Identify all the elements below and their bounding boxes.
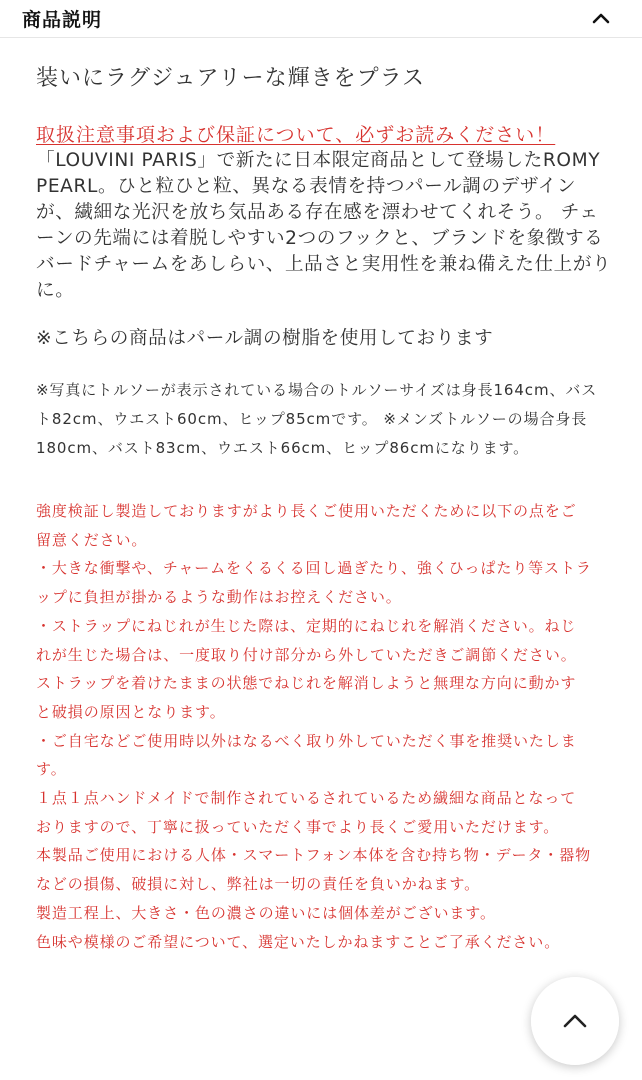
care-line: ・ご自宅などご使用時以外はなるべく取り外していただく事を推奨いたします。 [36, 731, 577, 779]
care-line: １点１点ハンドメイドで制作されているされているため繊細な商品となっておりますので、丁寧に扱っていただく事でより長くご愛用いただけます。 [36, 789, 577, 836]
product-description: 「LOUVINI PARIS」で新たに日本限定商品として登場したROMY PEARL。ひと粒ひと粒、異なる表情を持つパール調のデザインが、繊細な光沢を放ち気品ある存在感を漂わせてくれそう。 チェーンの先端には着脱しやすい2つのフックと、ブランドを象徴するバードチャームをあしらい、上品さと実用性を兼ね備えた仕上がりに。 [36, 150, 612, 301]
care-instructions [36, 497, 592, 956]
description-content [36, 62, 614, 956]
scroll-to-top-button[interactable] [531, 977, 619, 1065]
product-headline: 装いにラグジュアリーな輝きをプラス [36, 66, 426, 91]
care-line: 本製品ご使用における人体・スマートフォン本体を含む持ち物・データ・器物などの損傷、破損に対し、弊社は一切の責任を負いかねます。 [36, 846, 592, 894]
description-section-header[interactable] [0, 0, 642, 38]
collapse-toggle-button[interactable] [585, 4, 617, 32]
section-title: 商品説明 [22, 9, 103, 31]
torso-size-note: ※写真にトルソーが表示されている場合のトルソーサイズは身長164cm、バスト82cm、ウエスト60cm、ヒップ85cmです。 ※メンズトルソーの場合身長180cm、バスト83cm、ウエスト66cm、ヒップ86cmになります。 [36, 381, 598, 457]
chevron-up-icon [585, 4, 617, 32]
chevron-up-icon [560, 1007, 590, 1033]
care-line: ・大きな衝撃や、チャームをくるくる回し過ぎたり、強くひっぱたり等ストラップに負担が掛かるような動作はお控えください。 [36, 559, 592, 607]
care-line: ・ストラップにねじれが生じた際は、定期的にねじれを解消ください。ねじれが生じた場合は、一度取り付け部分から外していただきご調節ください。ストラップを着けたままの状態でねじれを解消しようと無理な方向に動かすと破損の原因となります。 [36, 616, 577, 721]
warranty-notice-link[interactable]: 取扱注意事項および保証について、必ずお読みください！ [36, 124, 556, 146]
care-line: 製造工程上、大きさ・色の濃さの違いには個体差がございます。 [36, 903, 496, 922]
material-note: ※こちらの商品はパール調の樹脂を使用しております [36, 328, 494, 349]
care-line: 色味や模様のご希望について、選定いたしかねますことご了承ください。 [36, 932, 561, 951]
care-line: 強度検証し製造しておりますがより長くご使用いただくために以下の点をご留意ください。 [36, 502, 577, 549]
